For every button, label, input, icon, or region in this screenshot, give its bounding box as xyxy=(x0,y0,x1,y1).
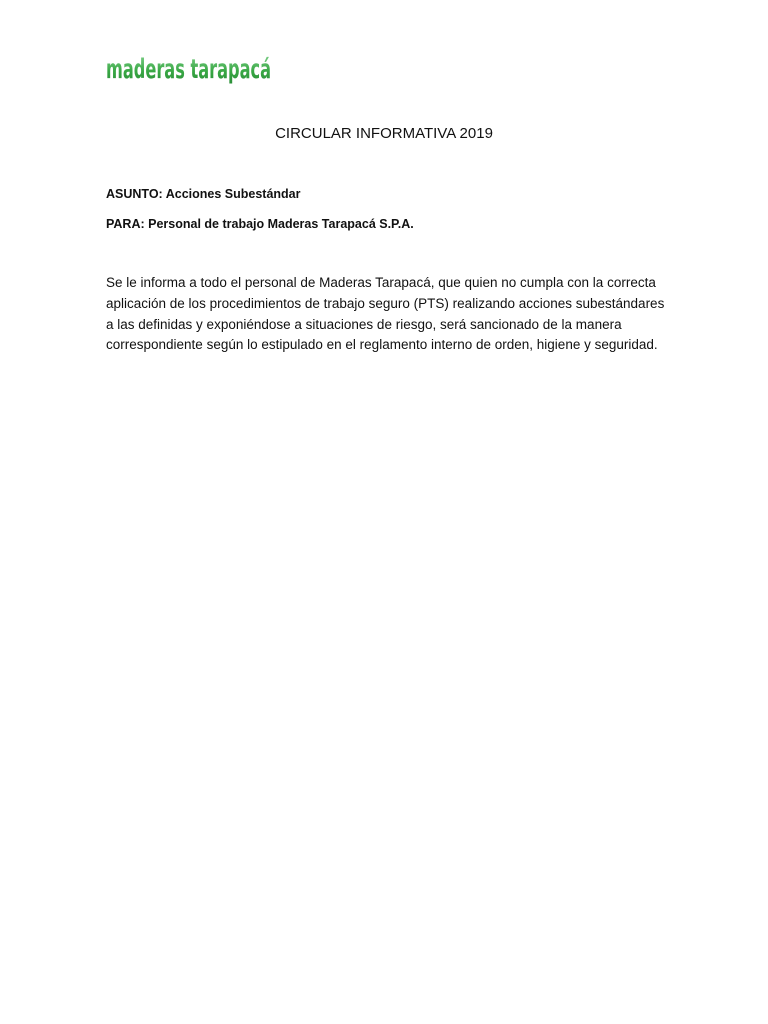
body-paragraph: Se le informa a todo el personal de Maderas Tarapacá, que quien no cumpla con la correcta aplicación de los procedimientos de trabajo seguro (PTS) realizando acciones subestándares a las definidas y exponiéndose a situaciones de riesgo, será sancionado de la manera correspondiente según lo estipulado en el reglamento interno de orden, higiene y seguridad. xyxy=(106,275,665,353)
subject-line: ASUNTO: Acciones Subestándar xyxy=(106,187,301,201)
company-logo xyxy=(106,48,276,94)
recipient-line: PARA: Personal de trabajo Maderas Tarapacá S.P.A. xyxy=(106,217,414,231)
company-logo-graphic xyxy=(106,48,276,94)
document-title: CIRCULAR INFORMATIVA 2019 xyxy=(275,125,493,142)
company-logo-text: maderas tarapacá xyxy=(106,54,271,85)
